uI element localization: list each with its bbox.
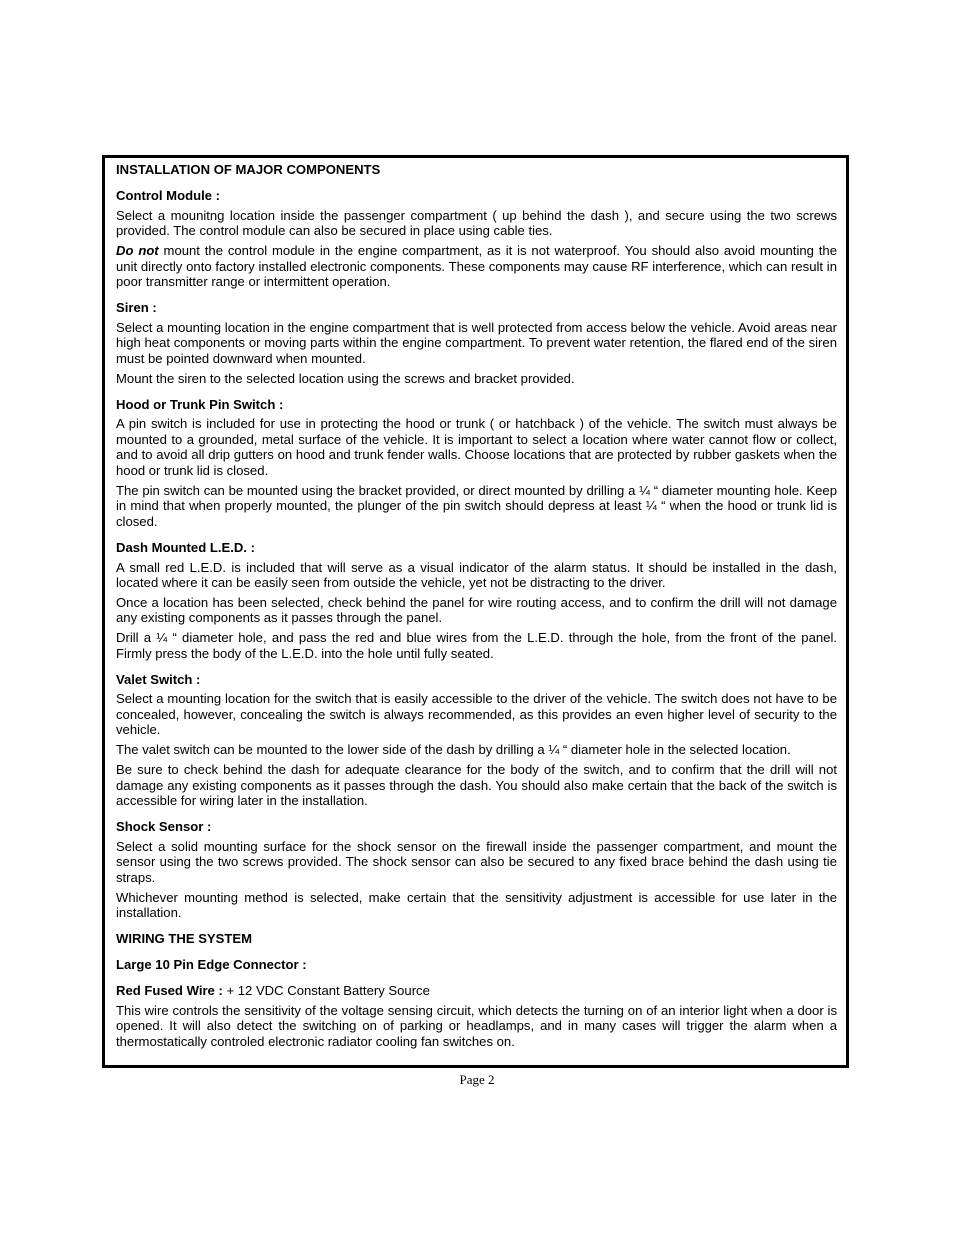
shock-paragraph-1: Select a solid mounting surface for the shock sensor on the firewall inside the passenger compartment, and mount the sensor using the two screws provided. The shock sensor can also be secured to any fixed brace behind the dash using tie straps. [116, 838, 837, 885]
section-title-installation: INSTALLATION OF MAJOR COMPONENTS [116, 162, 381, 177]
red-wire-label: Red Fused Wire : [116, 983, 223, 999]
control-module-paragraph-1: Select a mounitng location inside the passenger compartment ( up behind the dash ), and secure using the two screws provided. The control module can also be secured in place using cable ties. [116, 207, 837, 239]
valet-paragraph-3: Be sure to check behind the dash for adequate clearance for the body of the switch, and to confirm that the drill will not damage any existing components as it passes through the dash. You should also make certain that the back of the switch is accessible for wiring later in the installation. [116, 762, 837, 809]
led-paragraph-2: Once a location has been selected, check behind the panel for wire routing access, and to confirm the drill will not damage any existing components as it passes through the panel. [116, 594, 837, 626]
valet-paragraph-1: Select a mounting location for the switch that is easily accessible to the driver of the vehicle. The switch does not have to be concealed, however, concealing the switch is always recommended, as this provides an even higher level of security to the vehicle. [116, 691, 837, 738]
pin-switch-paragraph-2: The pin switch can be mounted using the bracket provided, or direct mounted by drilling a ¼ “ diameter mounting hole. Keep in mind that when properly mounted, the plunger of the pin switch should depress at least ¼ “ when the hood or trunk lid is closed. [116, 482, 837, 529]
red-wire-paragraph: This wire controls the sensitivity of the voltage sensing circuit, which detects the turning on of an interior light when a door is opened. It will also detect the switching on of parking or headlamps, and in many cases will trigger the alarm when a thermostatically controled electronic radiator cooling fan switches on. [116, 1002, 837, 1049]
valet-paragraph-2: The valet switch can be mounted to the lower side of the dash by drilling a ¼ “ diameter hole in the selected location. [116, 742, 791, 758]
heading-siren: Siren : [116, 300, 157, 316]
page-number: Page 2 [459, 1072, 495, 1087]
do-not-emphasis: Do not [116, 243, 159, 259]
siren-paragraph-1: Select a mounting location in the engine compartment that is well protected from access below the vehicle. Avoid areas near high heat components or moving parts within the engine compartment. To prevent water retention, the flared end of the siren must be pointed downward when mounted. [116, 319, 837, 366]
heading-pin-switch: Hood or Trunk Pin Switch : [116, 396, 284, 412]
heading-edge-connector: Large 10 Pin Edge Connector : [116, 957, 307, 973]
led-paragraph-1: A small red L.E.D. is included that will serve as a visual indicator of the alarm status. It should be installed in the dash, located where it can be easily seen from outside the vehicle, yet not be distracting to the driver. [116, 559, 837, 591]
heading-shock-sensor: Shock Sensor : [116, 819, 212, 835]
led-paragraph-3: Drill a ¼ “ diameter hole, and pass the red and blue wires from the L.E.D. through the hole, from the front of the panel. Firmly press the body of the L.E.D. into the hole until fully seated. [116, 630, 837, 661]
section-title-wiring: WIRING THE SYSTEM [116, 931, 253, 947]
control-module-paragraph-2 [116, 243, 837, 290]
heading-valet-switch: Valet Switch : [116, 671, 201, 687]
heading-control-module: Control Module : [116, 188, 221, 203]
red-wire-line [116, 983, 837, 999]
siren-paragraph-2: Mount the siren to the selected location using the screws and bracket provided. [116, 370, 575, 386]
red-wire-description: + 12 VDC Constant Battery Source [222, 983, 430, 999]
heading-dash-led: Dash Mounted L.E.D. : [116, 539, 255, 555]
content-frame [102, 155, 849, 1068]
document-body [116, 162, 837, 1049]
control-module-paragraph-2-text: mount the control module in the engine compartment, as it is not waterproof. You should also avoid mounting the unit directly onto factory installed electronic components. These components may cause RF interference, which can result in poor transmitter range or intermittent operation. [116, 243, 837, 290]
pin-switch-paragraph-1: A pin switch is included for use in protecting the hood or trunk ( or hatchback ) of the vehicle. The switch must always be mounted to a grounded, metal surface of the vehicle. It is important to select a location where water cannot flow or collect, and to avoid all drip gutters on hood and trunk fender walls. Choose locations that are protected by rubber gaskets when the hood or trunk lid is closed. [116, 416, 837, 478]
shock-paragraph-2: Whichever mounting method is selected, make certain that the sensitivity adjustment is accessible for use later in the installation. [116, 889, 837, 921]
